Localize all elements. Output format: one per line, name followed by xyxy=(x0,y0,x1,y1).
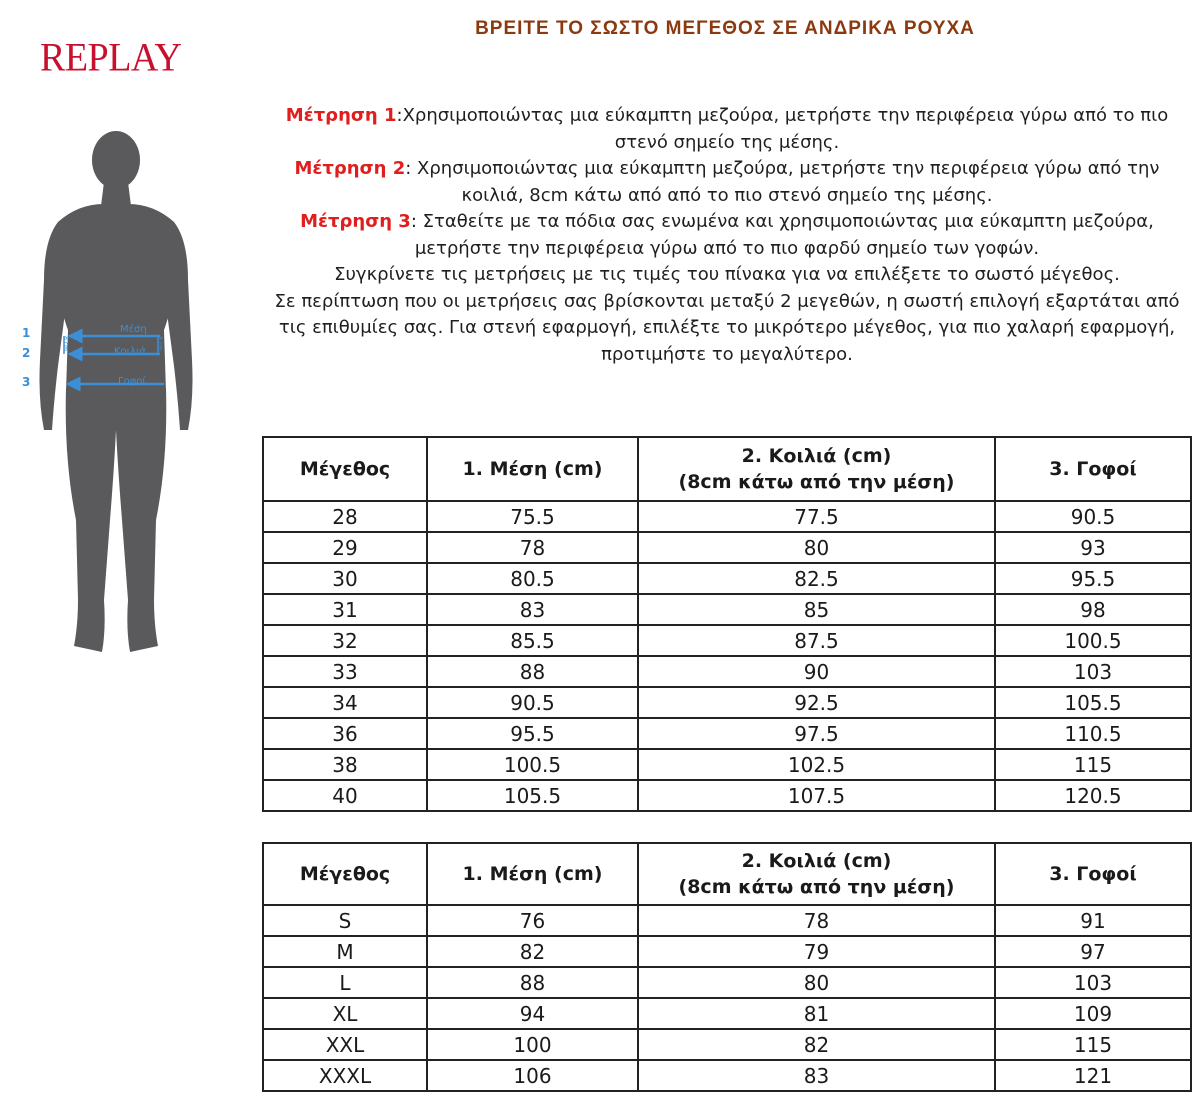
belly-cell: 85 xyxy=(638,594,995,625)
waist-cell: 83 xyxy=(427,594,638,625)
header-belly-line1: 2. Κοιλιά (cm) xyxy=(741,445,892,467)
size-cell: 31 xyxy=(263,594,427,625)
body-measurement-figure xyxy=(18,130,238,660)
belly-cell: 78 xyxy=(638,905,995,936)
table-row xyxy=(263,687,1191,718)
table-row xyxy=(263,532,1191,563)
belly-cell: 97.5 xyxy=(638,718,995,749)
waist-cell: 75.5 xyxy=(427,501,638,532)
table-row xyxy=(263,936,1191,967)
table-row xyxy=(263,1029,1191,1060)
belly-cell: 79 xyxy=(638,936,995,967)
compare-instruction: Συγκρίνετε τις μετρήσεις με τις τιμές του πίνακα για να επιλέξετε το σωστό μέγεθος. xyxy=(334,264,1120,285)
size-cell: M xyxy=(263,936,427,967)
header-waist: 1. Μέση (cm) xyxy=(427,843,638,905)
belly-cell: 82 xyxy=(638,1029,995,1060)
waist-cell: 76 xyxy=(427,905,638,936)
hips-cell: 100.5 xyxy=(995,625,1191,656)
belly-cell: 80 xyxy=(638,532,995,563)
hips-cell: 98 xyxy=(995,594,1191,625)
header-waist: 1. Μέση (cm) xyxy=(427,437,638,501)
header-belly-line2: (8cm κάτω από την μέση) xyxy=(678,876,955,898)
size-cell: 30 xyxy=(263,563,427,594)
table-row xyxy=(263,594,1191,625)
hips-label: Γοφοί xyxy=(118,376,146,387)
hips-cell: 105.5 xyxy=(995,687,1191,718)
table-row xyxy=(263,780,1191,811)
header-belly xyxy=(638,843,995,905)
table-row xyxy=(263,749,1191,780)
measurement-1-label: Μέτρηση 1 xyxy=(285,105,397,126)
table-row xyxy=(263,718,1191,749)
instruction-1 xyxy=(262,103,1192,156)
page-title: ΒΡΕΙΤΕ ΤΟ ΣΩΣΤΟ ΜΕΓΕΘΟΣ ΣΕ ΑΝΔΡΙΚΑ ΡΟΥΧΑ xyxy=(475,18,975,39)
marker-1: 1 xyxy=(22,326,31,340)
hips-cell: 115 xyxy=(995,1029,1191,1060)
belly-cell: 81 xyxy=(638,998,995,1029)
hips-cell: 109 xyxy=(995,998,1191,1029)
numeric-size-table xyxy=(262,436,1192,812)
belly-cell: 92.5 xyxy=(638,687,995,718)
size-cell: XL xyxy=(263,998,427,1029)
letter-size-table xyxy=(262,842,1192,1092)
hips-cell: 110.5 xyxy=(995,718,1191,749)
belly-cell: 102.5 xyxy=(638,749,995,780)
measurement-instructions xyxy=(262,103,1192,368)
offset-label-left: 8 cm xyxy=(61,336,69,351)
size-cell: 34 xyxy=(263,687,427,718)
waist-label: Μέση xyxy=(120,324,147,335)
measurement-1-text: :Χρησιμοποιώντας μια εύκαμπτη μεζούρα, μετρήστε την περιφέρεια γύρω από το πιο στενό σημείο της μέσης. xyxy=(396,105,1169,153)
header-belly xyxy=(638,437,995,501)
belly-cell: 87.5 xyxy=(638,625,995,656)
hips-cell: 121 xyxy=(995,1060,1191,1091)
marker-2: 2 xyxy=(22,346,31,360)
waist-cell: 94 xyxy=(427,998,638,1029)
header-belly-line1: 2. Κοιλιά (cm) xyxy=(741,850,892,872)
size-cell: 32 xyxy=(263,625,427,656)
measurement-2-text: : Χρησιμοποιώντας μια εύκαμπτη μεζούρα, μετρήστε την περιφέρεια γύρω από την κοιλιά, 8cm κάτω από από το πιο στενό σημείο της μέσης. xyxy=(405,158,1160,206)
waist-cell: 88 xyxy=(427,967,638,998)
size-cell: XXXL xyxy=(263,1060,427,1091)
instruction-2 xyxy=(262,156,1192,209)
header-size: Μέγεθος xyxy=(263,843,427,905)
waist-cell: 88 xyxy=(427,656,638,687)
size-cell: S xyxy=(263,905,427,936)
marker-3: 3 xyxy=(22,375,31,389)
size-cell: 40 xyxy=(263,780,427,811)
measurement-3-text: : Σταθείτε με τα πόδια σας ενωμένα και χρησιμοποιώντας μια εύκαμπτη μεζούρα, μετρήστε την περιφέρεια γύρω από το πιο φαρδύ σημείο των γοφών. xyxy=(410,211,1154,259)
between-sizes-instruction: Σε περίπτωση που οι μετρήσεις σας βρίσκονται μεταξύ 2 μεγεθών, η σωστή επιλογή εξαρτάται από τις επιθυμίες σας. Για στενή εφαρμογή, επιλέξτε το μικρότερο μέγεθος, για πιο χαλαρή εφαρμογή, προτιμήστε το μεγαλύτερο. xyxy=(274,290,1180,365)
size-cell: 29 xyxy=(263,532,427,563)
table-row xyxy=(263,656,1191,687)
hips-cell: 103 xyxy=(995,967,1191,998)
waist-cell: 100.5 xyxy=(427,749,638,780)
offset-label-right: 8 cm xyxy=(155,336,163,351)
hips-cell: 115 xyxy=(995,749,1191,780)
table-row xyxy=(263,625,1191,656)
hips-cell: 103 xyxy=(995,656,1191,687)
human-silhouette-icon xyxy=(18,130,238,660)
table-row xyxy=(263,501,1191,532)
waist-cell: 80.5 xyxy=(427,563,638,594)
size-cell: XXL xyxy=(263,1029,427,1060)
belly-cell: 83 xyxy=(638,1060,995,1091)
belly-cell: 107.5 xyxy=(638,780,995,811)
table-row xyxy=(263,563,1191,594)
waist-cell: 85.5 xyxy=(427,625,638,656)
hips-cell: 95.5 xyxy=(995,563,1191,594)
belly-cell: 80 xyxy=(638,967,995,998)
header-hips: 3. Γοφοί xyxy=(995,843,1191,905)
hips-cell: 93 xyxy=(995,532,1191,563)
hips-cell: 97 xyxy=(995,936,1191,967)
hips-cell: 90.5 xyxy=(995,501,1191,532)
size-cell: 28 xyxy=(263,501,427,532)
waist-cell: 90.5 xyxy=(427,687,638,718)
hips-cell: 91 xyxy=(995,905,1191,936)
table-row xyxy=(263,1060,1191,1091)
measurement-3-label: Μέτρηση 3 xyxy=(300,211,411,232)
size-cell: 36 xyxy=(263,718,427,749)
table-row xyxy=(263,905,1191,936)
belly-cell: 82.5 xyxy=(638,563,995,594)
waist-cell: 105.5 xyxy=(427,780,638,811)
hips-cell: 120.5 xyxy=(995,780,1191,811)
header-belly-line2: (8cm κάτω από την μέση) xyxy=(678,471,955,493)
waist-cell: 78 xyxy=(427,532,638,563)
waist-cell: 82 xyxy=(427,936,638,967)
belly-cell: 90 xyxy=(638,656,995,687)
table-row xyxy=(263,998,1191,1029)
replay-logo: REPLAY xyxy=(40,35,182,81)
waist-cell: 95.5 xyxy=(427,718,638,749)
belly-cell: 77.5 xyxy=(638,501,995,532)
size-cell: L xyxy=(263,967,427,998)
waist-cell: 100 xyxy=(427,1029,638,1060)
measurement-2-label: Μέτρηση 2 xyxy=(294,158,406,179)
instruction-3 xyxy=(262,209,1192,262)
header-size: Μέγεθος xyxy=(263,437,427,501)
table-row xyxy=(263,967,1191,998)
size-cell: 38 xyxy=(263,749,427,780)
size-cell: 33 xyxy=(263,656,427,687)
belly-label: Κοιλιά xyxy=(114,346,146,357)
header-hips: 3. Γοφοί xyxy=(995,437,1191,501)
waist-cell: 106 xyxy=(427,1060,638,1091)
table-header-row xyxy=(263,843,1191,905)
table-header-row xyxy=(263,437,1191,501)
